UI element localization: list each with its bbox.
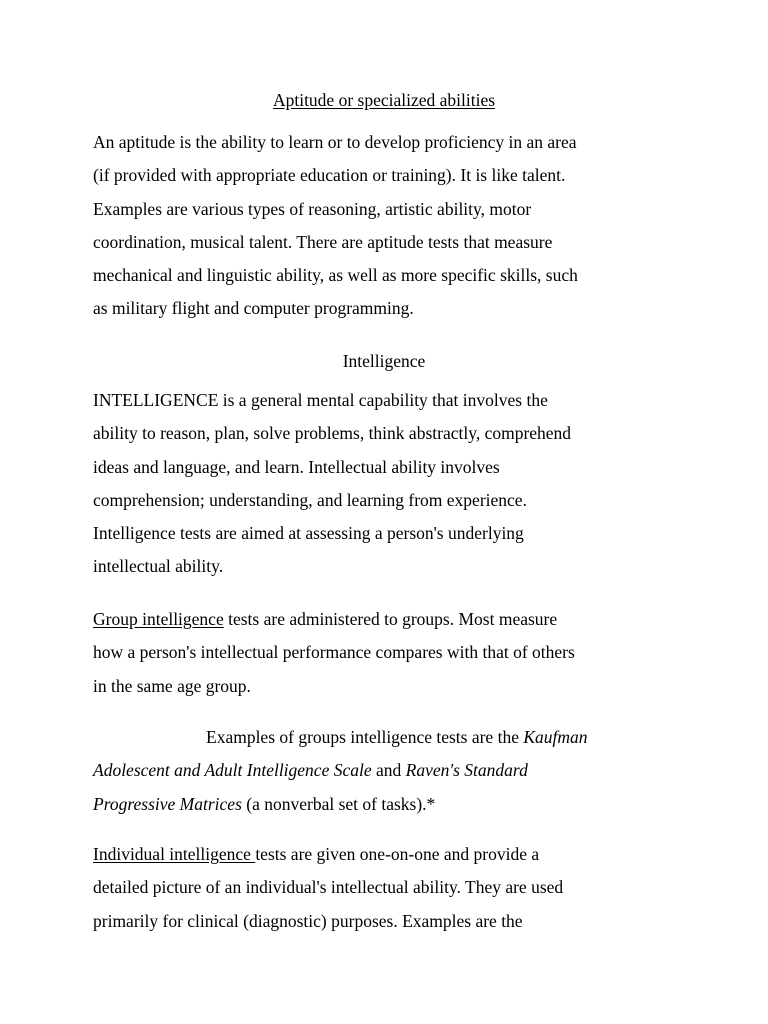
text-line: Intelligence tests are aimed at assessing a person's underlying [93,523,524,544]
text-line [93,721,683,754]
text-line: mechanical and linguistic ability, as well as more specific skills, such [93,265,578,286]
term-individual-intelligence: Individual intelligence [93,844,256,864]
text-line [93,754,683,787]
section-heading-aptitude [0,88,768,112]
text-line: how a person's intellectual performance compares with that of others [93,642,575,663]
term-group-intelligence: Group intelligence [93,609,224,629]
text-line [93,603,683,636]
text-line: Examples are various types of reasoning, artistic ability, motor [93,198,532,219]
text-line: in the same age group. [93,675,251,696]
text-line: primarily for clinical (diagnostic) purposes. Examples are the [93,910,523,931]
section-heading-intelligence [0,349,768,373]
text-line: An aptitude is the ability to learn or to develop proficiency in an area [93,132,577,152]
paragraph-individual-intelligence [93,838,683,938]
heading-intelligence-text: Intelligence [342,351,426,371]
text-fragment: Examples of groups intelligence tests are the [206,727,524,747]
italic-test-name: Kaufman [523,727,588,747]
italic-test-name: Raven's Standard [405,760,528,781]
paragraph-intelligence [93,384,683,584]
text-line: intellectual ability. [93,556,224,577]
text-line: ideas and language, and learn. Intellectual ability involves [93,456,500,477]
text-fragment: tests are administered to groups. Most measure [223,609,558,629]
italic-test-name: Progressive Matrices [93,793,242,814]
italic-test-name: Adolescent and Adult Intelligence Scale [93,760,372,781]
text-fragment: tests are given one-on-one and provide a [255,844,540,864]
paragraph-group-examples [93,721,683,821]
paragraph-group-intelligence [93,603,683,703]
text-line: (if provided with appropriate education or training). It is like talent. [93,165,566,186]
text-line [93,838,683,871]
heading-aptitude-text: Aptitude or specialized abilities [272,90,496,110]
text-line: ability to reason, plan, solve problems, think abstractly, comprehend [93,423,572,444]
text-line: as military flight and computer programming. [93,298,414,319]
text-fragment: and [371,760,406,781]
text-line [93,788,683,821]
text-line: comprehension; understanding, and learning from experience. [93,489,527,510]
text-fragment: (a nonverbal set of tasks).* [241,793,436,814]
text-line: INTELLIGENCE is a general mental capability that involves the [93,390,548,410]
paragraph-aptitude [93,126,683,326]
text-line: coordination, musical talent. There are aptitude tests that measure [93,231,553,252]
text-line: detailed picture of an individual's intellectual ability. They are used [93,877,564,898]
